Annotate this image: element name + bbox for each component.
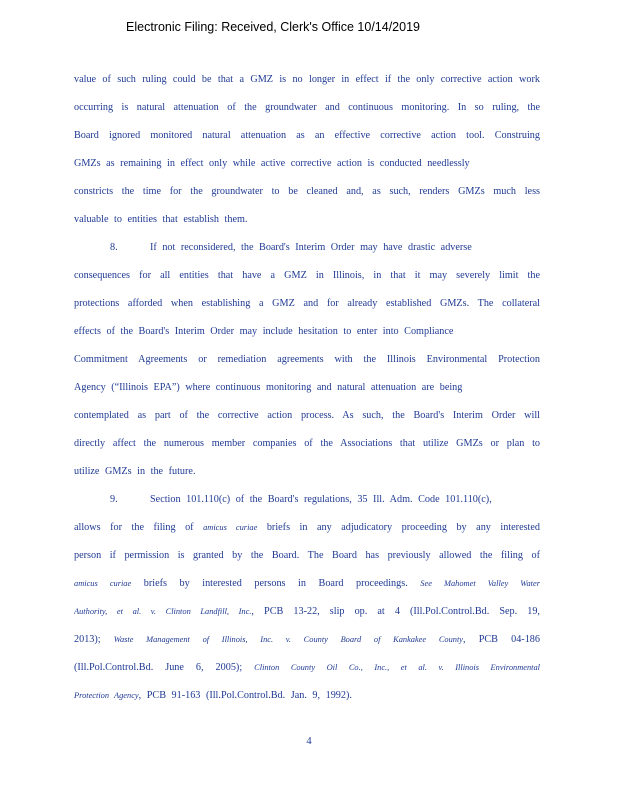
text-line: Protection Agency, PCB 91-163 (Ill.Pol.Control.Bd. Jan. 9, 1992). [74, 690, 352, 701]
paragraph-start: 9. Section 101.110(c) of the Board's regulations, 35 Ill. Adm. Code 101.110(c), [74, 488, 540, 516]
text-line: contemplated as part of the corrective action process. As such, the Board's Interim Order will [74, 410, 540, 421]
paragraph-start: 8. If not reconsidered, the Board's Interim Order may have drastic adverse [74, 236, 540, 264]
text-line: Board ignored monitored natural attenuation as an effective corrective action tool. Construing [74, 130, 540, 141]
text-line: amicus curiae briefs by interested persons in Board proceedings. See Mahomet Valley Water [74, 578, 540, 589]
text-line: Commitment Agreements or remediation agreements with the Illinois Environmental Protection [74, 354, 540, 365]
text-line: utilize GMZs in the future. [74, 466, 196, 477]
electronic-filing-stamp: Electronic Filing: Received, Clerk's Office 10/14/2019 [126, 20, 420, 34]
text-line: allows for the filing of amicus curiae briefs in any adjudicatory proceeding by any interested [74, 522, 540, 533]
text-line: 2013); Waste Management of Illinois, Inc. v. County Board of Kankakee County, PCB 04-186 [74, 634, 540, 645]
text-line: Agency (“Illinois EPA”) where continuous monitoring and natural attenuation are being [74, 382, 463, 393]
text-line: GMZs as remaining in effect only while active corrective action is conducted needlessly [74, 158, 470, 169]
text-line: consequences for all entities that have a GMZ in Illinois, in that it may severely limit the [74, 270, 540, 281]
document-body [74, 68, 540, 712]
paragraph-number: 8. [110, 242, 118, 253]
text-line: effects of the Board's Interim Order may include hesitation to enter into Compliance [74, 326, 454, 337]
text-line: valuable to entities that establish them. [74, 214, 248, 225]
text-line: person if permission is granted by the Board. The Board has previously allowed the filing of [74, 550, 540, 561]
text-line: (Ill.Pol.Control.Bd. June 6, 2005); Clinton County Oil Co., Inc., et al. v. Illinois Environmental [74, 662, 540, 673]
text-line: constricts the time for the groundwater to be cleaned and, as such, renders GMZs much less [74, 186, 540, 197]
page-number: 4 [306, 736, 312, 747]
text-line: directly affect the numerous member companies of the Associations that utilize GMZs or plan to [74, 438, 540, 449]
paragraph-number: 9. [110, 494, 118, 505]
text-line: protections afforded when establishing a GMZ and for already established GMZs. The collateral [74, 298, 540, 309]
text-line: Authority, et al. v. Clinton Landfill, Inc., PCB 13-22, slip op. at 4 (Ill.Pol.Control.Bd. Sep. 19, [74, 606, 540, 617]
text-line: occurring is natural attenuation of the groundwater and continuous monitoring. In so ruling, the [74, 102, 540, 113]
text-line: value of such ruling could be that a GMZ is no longer in effect if the only corrective action work [74, 74, 540, 85]
